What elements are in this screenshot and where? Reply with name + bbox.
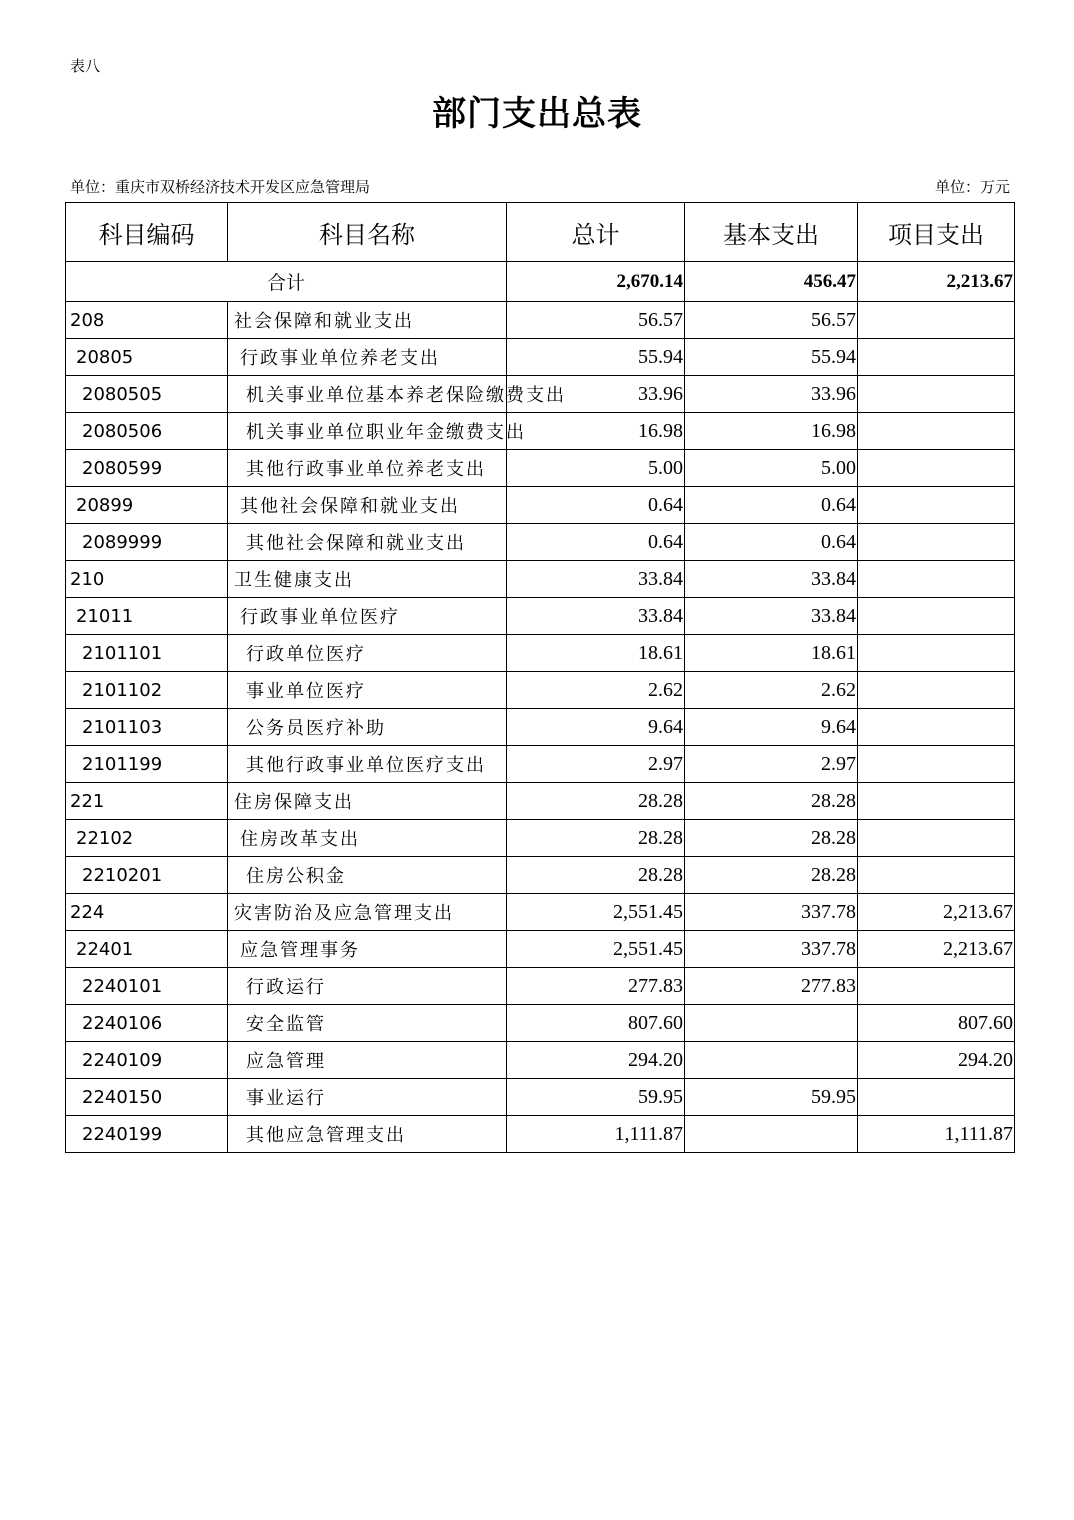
row-project [858,561,1015,598]
row-total: 9.64 [507,709,685,746]
row-basic [685,1116,858,1153]
table-row [66,487,1015,524]
expenditure-table [65,202,1015,1153]
row-basic: 59.95 [685,1079,858,1116]
row-name: 行政事业单位医疗 [228,598,507,635]
row-code: 2101103 [66,709,228,746]
row-code: 2210201 [66,857,228,894]
table-row [66,413,1015,450]
row-basic [685,1042,858,1079]
row-basic: 16.98 [685,413,858,450]
row-name: 社会保障和就业支出 [228,302,507,339]
row-total: 16.98 [507,413,685,450]
row-total: 0.64 [507,524,685,561]
row-name: 行政单位医疗 [228,635,507,672]
row-code: 2240101 [66,968,228,1005]
row-total: 33.84 [507,561,685,598]
row-project: 294.20 [858,1042,1015,1079]
table-row [66,561,1015,598]
table-row [66,376,1015,413]
row-basic: 0.64 [685,487,858,524]
row-name: 其他行政事业单位养老支出 [228,450,507,487]
row-code: 208 [66,302,228,339]
table-row [66,820,1015,857]
row-project [858,672,1015,709]
row-basic: 33.96 [685,376,858,413]
row-basic: 55.94 [685,339,858,376]
row-total: 2.62 [507,672,685,709]
total-basic: 456.47 [685,262,858,302]
row-code: 2240109 [66,1042,228,1079]
row-code: 2080505 [66,376,228,413]
row-code: 2240106 [66,1005,228,1042]
table-row [66,635,1015,672]
table-row [66,672,1015,709]
header-total: 总计 [507,203,685,262]
row-basic: 33.84 [685,598,858,635]
row-name: 卫生健康支出 [228,561,507,598]
row-total: 5.00 [507,450,685,487]
row-total: 56.57 [507,302,685,339]
total-row [66,262,1015,302]
row-name: 其他应急管理支出 [228,1116,507,1153]
row-project [858,413,1015,450]
row-project [858,746,1015,783]
row-basic: 33.84 [685,561,858,598]
row-total: 2,551.45 [507,894,685,931]
row-name: 应急管理事务 [228,931,507,968]
row-total: 277.83 [507,968,685,1005]
row-basic: 277.83 [685,968,858,1005]
row-code: 20899 [66,487,228,524]
row-project: 2,213.67 [858,931,1015,968]
row-name: 事业运行 [228,1079,507,1116]
table-row [66,524,1015,561]
row-code: 224 [66,894,228,931]
table-row [66,450,1015,487]
table-row [66,746,1015,783]
row-basic: 56.57 [685,302,858,339]
row-name: 安全监管 [228,1005,507,1042]
row-project [858,1079,1015,1116]
table-row [66,1042,1015,1079]
row-code: 21011 [66,598,228,635]
page-title: 部门支出总表 [432,94,642,134]
row-name: 行政运行 [228,968,507,1005]
row-project [858,339,1015,376]
row-basic: 28.28 [685,857,858,894]
row-name: 行政事业单位养老支出 [228,339,507,376]
row-project [858,635,1015,672]
row-basic: 337.78 [685,894,858,931]
row-name: 其他社会保障和就业支出 [228,524,507,561]
row-total: 2.97 [507,746,685,783]
row-basic: 9.64 [685,709,858,746]
row-name: 应急管理 [228,1042,507,1079]
row-name: 事业单位医疗 [228,672,507,709]
organization-unit: 单位：重庆市双桥经济技术开发区应急管理局 [70,178,371,196]
row-project [858,820,1015,857]
row-name: 住房改革支出 [228,820,507,857]
row-project [858,302,1015,339]
table-row [66,1079,1015,1116]
row-project [858,450,1015,487]
row-name: 住房保障支出 [228,783,507,820]
row-basic: 2.62 [685,672,858,709]
row-basic: 18.61 [685,635,858,672]
header-name: 科目名称 [228,203,507,262]
table-row [66,894,1015,931]
row-total: 28.28 [507,857,685,894]
row-project [858,857,1015,894]
row-code: 2089999 [66,524,228,561]
table-row [66,709,1015,746]
row-code: 2080599 [66,450,228,487]
row-total: 0.64 [507,487,685,524]
row-total: 33.96 [507,376,685,413]
row-name: 其他行政事业单位医疗支出 [228,746,507,783]
table-row [66,598,1015,635]
row-name: 机关事业单位基本养老保险缴费支出 [228,376,507,413]
row-name: 住房公积金 [228,857,507,894]
row-total: 59.95 [507,1079,685,1116]
row-total: 807.60 [507,1005,685,1042]
total-total: 2,670.14 [507,262,685,302]
row-total: 28.28 [507,783,685,820]
row-basic: 0.64 [685,524,858,561]
row-name: 公务员医疗补助 [228,709,507,746]
row-code: 2240199 [66,1116,228,1153]
row-name: 灾害防治及应急管理支出 [228,894,507,931]
table-header-row [66,203,1015,262]
table-row [66,857,1015,894]
row-project [858,968,1015,1005]
header-project: 项目支出 [858,203,1015,262]
row-code: 210 [66,561,228,598]
total-project: 2,213.67 [858,262,1015,302]
row-name: 机关事业单位职业年金缴费支出 [228,413,507,450]
row-code: 2101102 [66,672,228,709]
table-row [66,339,1015,376]
row-basic: 28.28 [685,783,858,820]
row-project [858,598,1015,635]
row-code: 2240150 [66,1079,228,1116]
row-project [858,487,1015,524]
row-code: 2101199 [66,746,228,783]
row-project [858,376,1015,413]
currency-unit: 单位：万元 [934,178,1010,196]
row-project [858,709,1015,746]
row-basic: 5.00 [685,450,858,487]
table-row [66,783,1015,820]
row-total: 2,551.45 [507,931,685,968]
row-basic [685,1005,858,1042]
total-label: 合计 [66,262,507,302]
header-basic: 基本支出 [685,203,858,262]
table-number: 表八 [70,57,101,75]
row-code: 2101101 [66,635,228,672]
table-row [66,931,1015,968]
row-code: 20805 [66,339,228,376]
row-project: 2,213.67 [858,894,1015,931]
table-row [66,1005,1015,1042]
row-total: 33.84 [507,598,685,635]
table-row [66,968,1015,1005]
row-basic: 2.97 [685,746,858,783]
row-total: 294.20 [507,1042,685,1079]
row-code: 2080506 [66,413,228,450]
table-row [66,1116,1015,1153]
row-basic: 337.78 [685,931,858,968]
row-project [858,783,1015,820]
row-project: 807.60 [858,1005,1015,1042]
row-total: 28.28 [507,820,685,857]
row-code: 22401 [66,931,228,968]
row-code: 22102 [66,820,228,857]
row-project [858,524,1015,561]
row-code: 221 [66,783,228,820]
table-row [66,302,1015,339]
row-basic: 28.28 [685,820,858,857]
header-code: 科目编码 [66,203,228,262]
row-total: 18.61 [507,635,685,672]
row-total: 55.94 [507,339,685,376]
row-project: 1,111.87 [858,1116,1015,1153]
row-name: 其他社会保障和就业支出 [228,487,507,524]
row-total: 1,111.87 [507,1116,685,1153]
